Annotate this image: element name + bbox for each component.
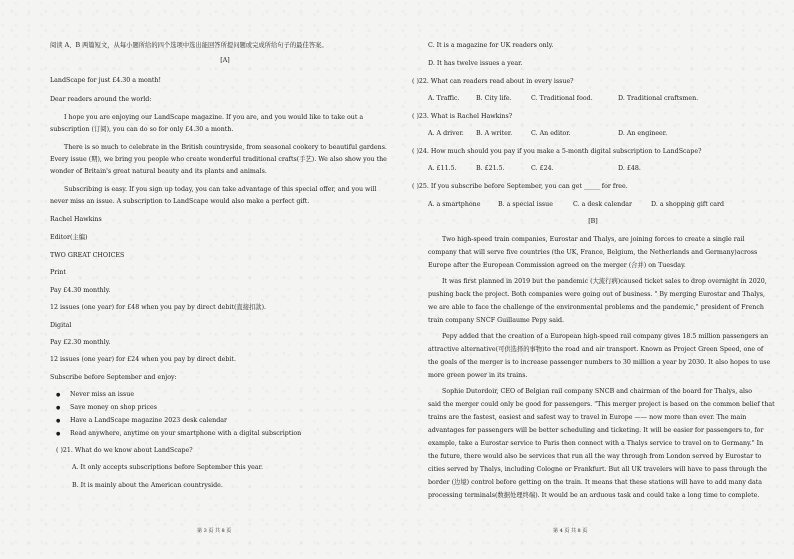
print-label: Print — [50, 269, 66, 276]
bullet-item: ● Never miss an issue — [70, 391, 134, 399]
paragraph-3: Subscribing is easy. If you sign up today, you can take advantage of this special offer, and you will — [64, 186, 377, 193]
passage-b-p4-cont: trains are the fastest, easiest and safest way to travel in Europe —— now more than ever. The main — [428, 414, 747, 421]
q23-option-a: A. A driver. — [428, 130, 464, 137]
digital-price: Pay £2.30 monthly. — [50, 339, 111, 346]
page-footer-left: 第 3 页 共 8 页 — [197, 528, 232, 534]
passage-b-p3-cont: more green power in its trains. — [428, 372, 528, 379]
q22-option-b: B. City life. — [476, 95, 512, 102]
passage-b-p3-cont: attractive alternative(可供选择的事物)to the road and air transport. Known as Project Green Speed, one of — [428, 346, 764, 353]
q25-options — [428, 201, 724, 209]
passage-b-p2-cont: we are able to face the challenge of the environmental problems and the pandemic," president of French — [428, 304, 764, 311]
passage-b-p2-cont: pushing back the project. Both companies were going out of business. " By merging Eurostar and Thalys, — [428, 291, 766, 298]
paragraph-3-cont: never miss an issue. A subscription to LandScape would also make a perfect gift. — [50, 198, 310, 205]
choices-title: TWO GREAT CHOICES — [50, 252, 125, 259]
q25-option-b: B. a special issue — [498, 201, 553, 208]
section-b-title: [B] — [588, 218, 598, 225]
passage-b-p1-cont: company that will serve five countries (the UK, France, Belgium, the Netherlands and Germany)across — [428, 249, 758, 256]
passage-b-p1: Two high-speed train companies, Eurostar and Thalys, are joining forces to create a single rail — [442, 236, 745, 243]
passage-b-p2-cont: train company SNCF Guillaume Pepy said. — [428, 317, 565, 324]
q22-option-c: C. Traditional food. — [531, 95, 593, 102]
passage-b-p4-cont: advantages for passengers will be better scheduling and ticketing. It will be easier for passengers to, for — [428, 427, 764, 434]
q23-option-c: C. An editor. — [531, 130, 571, 137]
passage-b-p1-cont: Europe after the European Commission agreed on the merger (合并) on Tuesday. — [428, 262, 686, 269]
question-22: ( )22. What can readers read about in every issue? — [412, 78, 574, 85]
instruction: 阅读 A、B 两篇短文，从每小题所给的四个选项中选出能回答所提问题或完成所给句子的最佳答案。 — [50, 42, 328, 49]
passage-b-p2: It was first planned in 2019 but the pandemic (大流行病)caused ticket sales to drop overnight in 2020, — [442, 278, 767, 285]
passage-b-p4-cont: border (边境) control before getting on the train. It means that these stations will have to add many data — [428, 479, 763, 486]
q24-option-c: C. £24. — [531, 165, 554, 172]
passage-b-p4: Sophie Dutordoir, CEO of Belgian rail company SNCB and chairman of the board for Thalys, also — [442, 388, 752, 395]
page-footer-right: 第 4 页 共 8 页 — [553, 528, 588, 534]
passage-b-p4-cont: the future, there would also be services that run all the way through from London served by Eurostar to — [428, 453, 762, 460]
paragraph-2-cont: wonder of Britain's great natural beauty and its plants and animals. — [50, 168, 267, 175]
question-21: ( )21. What do we know about LandScape? — [56, 447, 193, 454]
q22-options — [428, 95, 698, 103]
ad-headline: LandScape for just £4.30 a month! — [50, 77, 161, 84]
q24-option-a: A. £11.5. — [428, 165, 457, 172]
print-price: Pay £4.30 monthly. — [50, 287, 111, 294]
passage-b-p3: Pepy added that the creation of a European high-speed rail company gives 18.5 million passengers an — [442, 333, 769, 340]
q21-option-a: A. It only accepts subscriptions before September this year. — [72, 464, 263, 471]
q24-option-b: B. £21.5. — [476, 165, 505, 172]
q23-option-b: B. A writer. — [476, 130, 513, 137]
signature-role: Editor(主编) — [50, 234, 88, 241]
q25-option-d: D. a shopping gift card — [651, 201, 725, 208]
paragraph-1-cont: subscription (订阅), you can do so for only £4.30 a month. — [50, 126, 234, 133]
q22-option-d: D. Traditional craftsmen. — [618, 95, 699, 102]
bullet-item: ● Read anywhere, anytime on your smartphone with a digital subscription — [70, 430, 301, 438]
q21-option-d: D. It has twelve issues a year. — [428, 60, 523, 67]
greeting: Dear readers around the world: — [50, 96, 152, 103]
question-25: ( )25. If you subscribe before September, you can get _____ for free. — [412, 183, 628, 190]
paragraph-1: I hope you are enjoying our LandScape magazine. If you are, and you would like to take out a — [64, 114, 364, 121]
signature: Rachel Hawkins — [50, 216, 102, 223]
q23-option-d: D. An engineer. — [618, 130, 668, 137]
passage-b-p4-cont: cities served by Thalys, including Cologne or Frankfurt. But all UK travelers will have to pass through the — [428, 466, 768, 473]
q25-option-c: C. a desk calendar — [573, 201, 633, 208]
q24-options — [428, 165, 641, 173]
passage-b-p4-cont: said the merger could only be good for passengers. "This merger project is based on the common belief that — [428, 401, 775, 408]
digital-year: 12 issues (one year) for £24 when you pay by direct debit. — [50, 356, 236, 363]
q22-option-a: A. Traffic. — [428, 95, 460, 102]
print-year: 12 issues (one year) for £48 when you pay by direct debit(直接扣款). — [50, 304, 267, 311]
enjoy-intro: Subscribe before September and enjoy: — [50, 374, 177, 381]
bullet-item: ● Save money on shop prices — [70, 404, 157, 412]
question-23: ( )23. What is Rachel Hawkins? — [412, 113, 513, 120]
section-a-title: [A] — [220, 57, 230, 64]
paragraph-2-cont: Every issue (期), we bring you people who create wonderful traditional crafts(手艺). We also show you the — [50, 156, 387, 163]
passage-b-p3-cont: the goals of the merger is to increase passenger numbers to 30 million a year by 2030. It also hopes to use — [428, 359, 771, 366]
passage-b-p4-cont: example, take a Eurostar service to Paris then connect with a Thalys service to travel on to Germany." In — [428, 440, 764, 447]
paragraph-2: There is so much to celebrate in the British countryside, from seasonal cookery to beautiful gardens. — [64, 144, 387, 151]
q21-option-b: B. It is mainly about the American countryside. — [72, 482, 223, 489]
q25-option-a: A. a smartphone — [428, 201, 481, 208]
q23-options — [428, 130, 667, 138]
q21-option-c: C. It is a magazine for UK readers only. — [428, 42, 554, 49]
digital-label: Digital — [50, 322, 72, 329]
passage-b-p4-cont: processing terminals(数据处理终端). It would be an arduous task and could take a long time to complete. — [428, 492, 760, 499]
bullet-item: ● Have a LandScape magazine 2023 desk calendar — [70, 417, 227, 425]
question-24: ( )24. How much should you pay if you make a 5-month digital subscription to LandScape? — [412, 148, 702, 155]
q24-option-d: D. £48. — [618, 165, 641, 172]
